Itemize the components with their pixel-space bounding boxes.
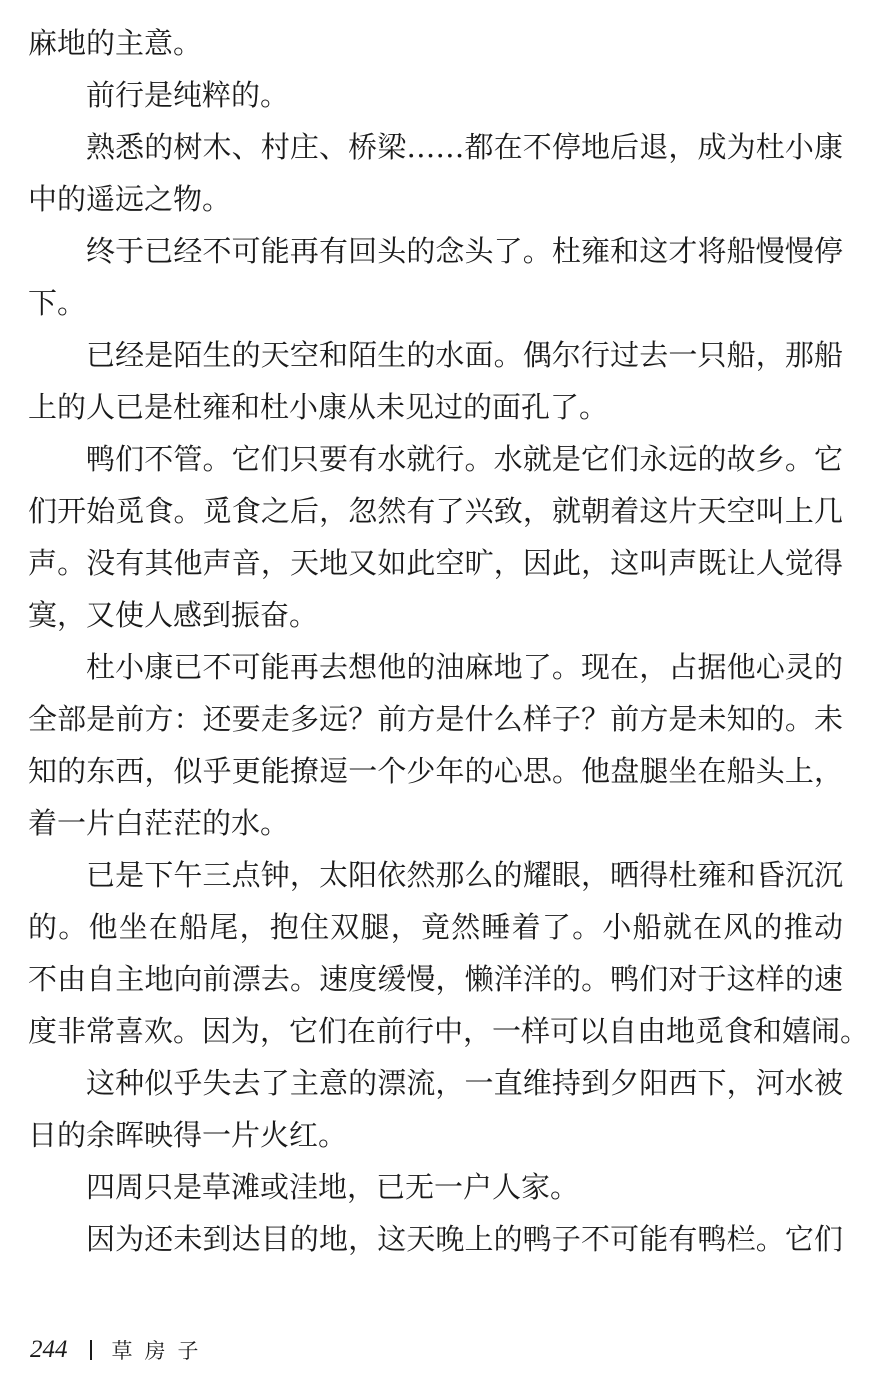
paragraph bbox=[28, 433, 843, 641]
text-line: 日的余晖映得一片火红。 bbox=[28, 1118, 348, 1152]
text-line: 们开始觅食。觅食之后，忽然有了兴致，就朝着这片天空叫上几 bbox=[28, 494, 843, 528]
paragraph bbox=[28, 849, 870, 1057]
paragraph bbox=[28, 17, 843, 69]
text-line: 麻地的主意。 bbox=[28, 26, 203, 60]
text-line: 已经是陌生的天空和陌生的水面。偶尔行过去一只船，那船 bbox=[86, 338, 843, 372]
paragraph bbox=[28, 641, 843, 849]
text-line: 这种似乎失去了主意的漂流，一直维持到夕阳西下，河水被 bbox=[86, 1066, 843, 1100]
text-line: 四周只是草滩或洼地，已无一户人家。 bbox=[86, 1170, 580, 1204]
text-line: 的。他坐在船尾，抱住双腿，竟然睡着了。小船就在风的推动 bbox=[28, 910, 843, 944]
text-line: 终于已经不可能再有回头的念头了。杜雍和这才将船慢慢停 bbox=[86, 234, 843, 268]
text-line: 度非常喜欢。因为，它们在前行中，一样可以自由地觅食和嬉闹。 bbox=[28, 1014, 870, 1048]
text-line: 熟悉的树木、村庄、桥梁……都在不停地后退，成为杜小康 bbox=[86, 130, 843, 164]
text-line: 知的东西，似乎更能撩逗一个少年的心思。他盘腿坐在船头上， bbox=[28, 754, 843, 788]
text-line: 声。没有其他声音，天地又如此空旷，因此，这叫声既让人觉得 bbox=[28, 546, 843, 580]
paragraph bbox=[28, 329, 843, 433]
text-line: 寞，又使人感到振奋。 bbox=[28, 598, 319, 632]
footer-divider bbox=[90, 1340, 92, 1360]
paragraph bbox=[28, 1213, 843, 1265]
text-line: 上的人已是杜雍和杜小康从未见过的面孔了。 bbox=[28, 390, 609, 424]
paragraph bbox=[28, 225, 843, 329]
text-line: 中的遥远之物。 bbox=[28, 182, 232, 216]
text-line: 已是下午三点钟，太阳依然那么的耀眼，晒得杜雍和昏沉沉 bbox=[86, 858, 843, 892]
paragraph bbox=[28, 1161, 843, 1213]
text-line: 杜小康已不可能再去想他的油麻地了。现在，占据他心灵的 bbox=[86, 650, 843, 684]
paragraph bbox=[28, 69, 843, 121]
page-number: 244 bbox=[30, 1336, 68, 1363]
book-title: 草房子 bbox=[111, 1339, 211, 1363]
paragraph bbox=[28, 121, 843, 225]
paragraph bbox=[28, 1057, 843, 1161]
body-text bbox=[28, 17, 870, 1265]
text-line: 全部是前方：还要走多远？前方是什么样子？前方是未知的。未 bbox=[28, 702, 843, 736]
page-footer bbox=[30, 1334, 211, 1366]
text-line: 前行是纯粹的。 bbox=[86, 78, 290, 112]
text-line: 不由自主地向前漂去。速度缓慢，懒洋洋的。鸭们对于这样的速 bbox=[28, 962, 843, 996]
text-line: 因为还未到达目的地，这天晚上的鸭子不可能有鸭栏。它们 bbox=[86, 1222, 843, 1256]
text-line: 鸭们不管。它们只要有水就行。水就是它们永远的故乡。它 bbox=[86, 442, 843, 476]
text-line: 下。 bbox=[28, 286, 87, 320]
text-line: 着一片白茫茫的水。 bbox=[28, 806, 290, 840]
